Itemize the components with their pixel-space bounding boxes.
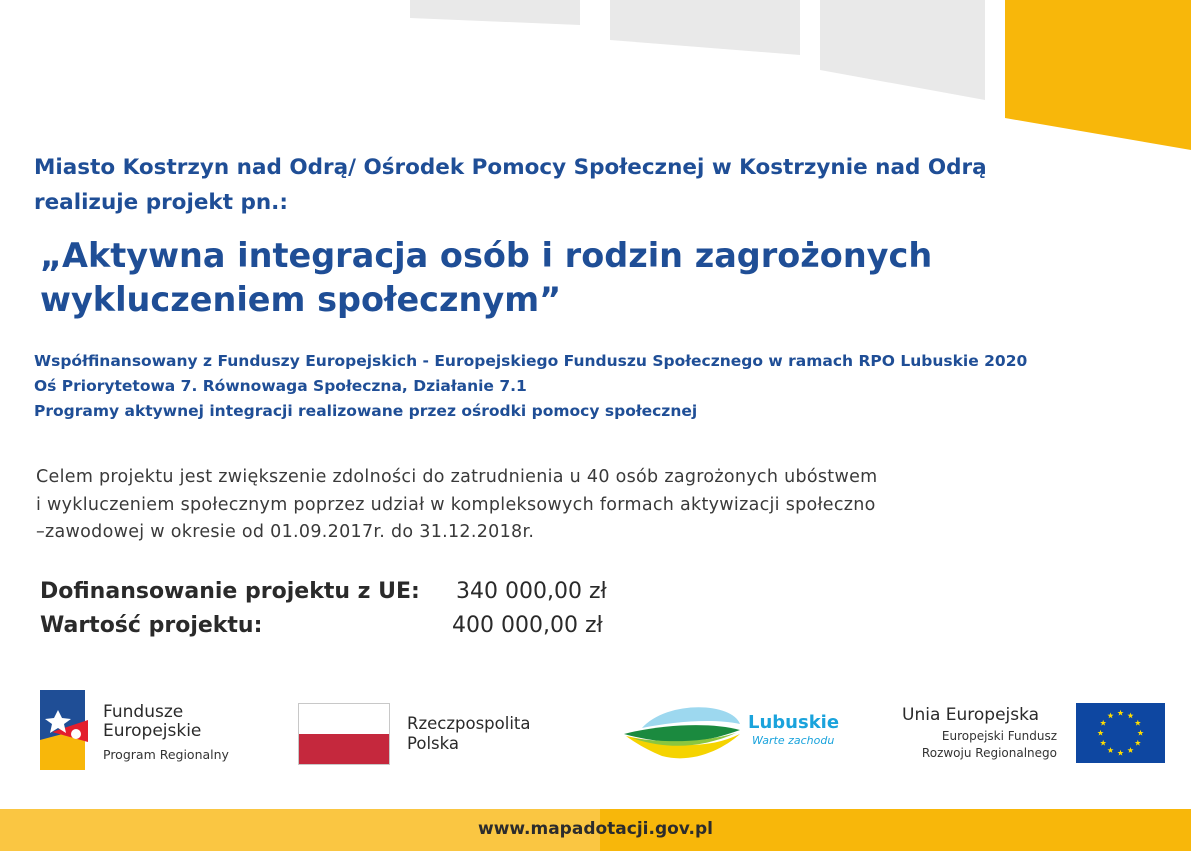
description-line-1: Celem projektu jest zwiększenie zdolności do zatrudnienia u 40 osób zagrożonych ubóstwem: [36, 467, 878, 487]
lubuskie-slogan: Warte zachodu: [752, 734, 835, 747]
fundusze-europejskie-logo: [40, 690, 260, 770]
project-title-line-1: „Aktywna integracja osób i rodzin zagrożonych: [40, 236, 933, 275]
fe-program-label: Program Regionalny: [103, 747, 229, 762]
eu-flag-icon: [1076, 703, 1165, 763]
funding-info-line-2: Oś Priorytetowa 7. Równowaga Społeczna, Działanie 7.1: [34, 377, 527, 395]
ue-fund-line-1: Europejski Fundusz: [941, 729, 1057, 743]
poland-flag-icon: [298, 703, 390, 765]
fe-name-line-1: Fundusze: [103, 702, 184, 722]
rp-line-1: Rzeczpospolita: [407, 714, 531, 733]
footer-bar: [0, 809, 1191, 851]
footer-url[interactable]: www.mapadotacji.gov.pl: [478, 819, 713, 839]
organizer-line-2: realizuje projekt pn.:: [34, 190, 288, 215]
lubuskie-emblem-icon: [622, 700, 742, 766]
organizer-line-1: Miasto Kostrzyn nad Odrą/ Ośrodek Pomocy Społecznej w Kostrzynie nad Odrą: [34, 155, 987, 180]
fe-name-line-2: Europejskie: [103, 721, 202, 741]
project-description: [36, 464, 1116, 547]
organizer-heading: [34, 150, 1154, 220]
eu-funding-label: Dofinansowanie projektu z UE:: [40, 579, 420, 604]
project-title-line-2: wykluczeniem społecznym”: [40, 280, 562, 319]
total-value-value: 400 000,00 zł: [452, 613, 603, 638]
ue-fund-line-2: Rozwoju Regionalnego: [921, 746, 1057, 760]
rp-line-2: Polska: [407, 734, 460, 753]
funding-info-line-3: Programy aktywnej integracji realizowane przez ośrodki pomocy społecznej: [34, 402, 698, 420]
funding-info: [34, 349, 1184, 424]
description-line-2: i wykluczeniem społecznym poprzez udział w kompleksowych formach aktywizacji społeczno: [36, 494, 876, 515]
lubuskie-name: Lubuskie: [748, 712, 840, 733]
total-value-label: Wartość projektu:: [40, 613, 263, 638]
unia-europejska-label: Unia Europejska: [902, 705, 1040, 725]
project-title: [40, 234, 1140, 322]
eu-funding-row: [40, 575, 660, 609]
eu-funding-value: 340 000,00 zł: [456, 579, 607, 604]
fundusze-europejskie-emblem-icon: [40, 690, 90, 770]
decorative-header-shapes: [0, 0, 1191, 150]
funding-info-line-1: Współfinansowany z Funduszy Europejskich - Europejskiego Funduszu Społecznego w ramach RPO Lubuskie 2020: [34, 352, 1028, 370]
rzeczpospolita-polska-label: [407, 714, 531, 754]
total-value-row: [40, 609, 660, 643]
description-line-3: –zawodowej w okresie od 01.09.2017r. do 31.12.2018r.: [36, 522, 535, 542]
project-amounts: [40, 575, 660, 643]
